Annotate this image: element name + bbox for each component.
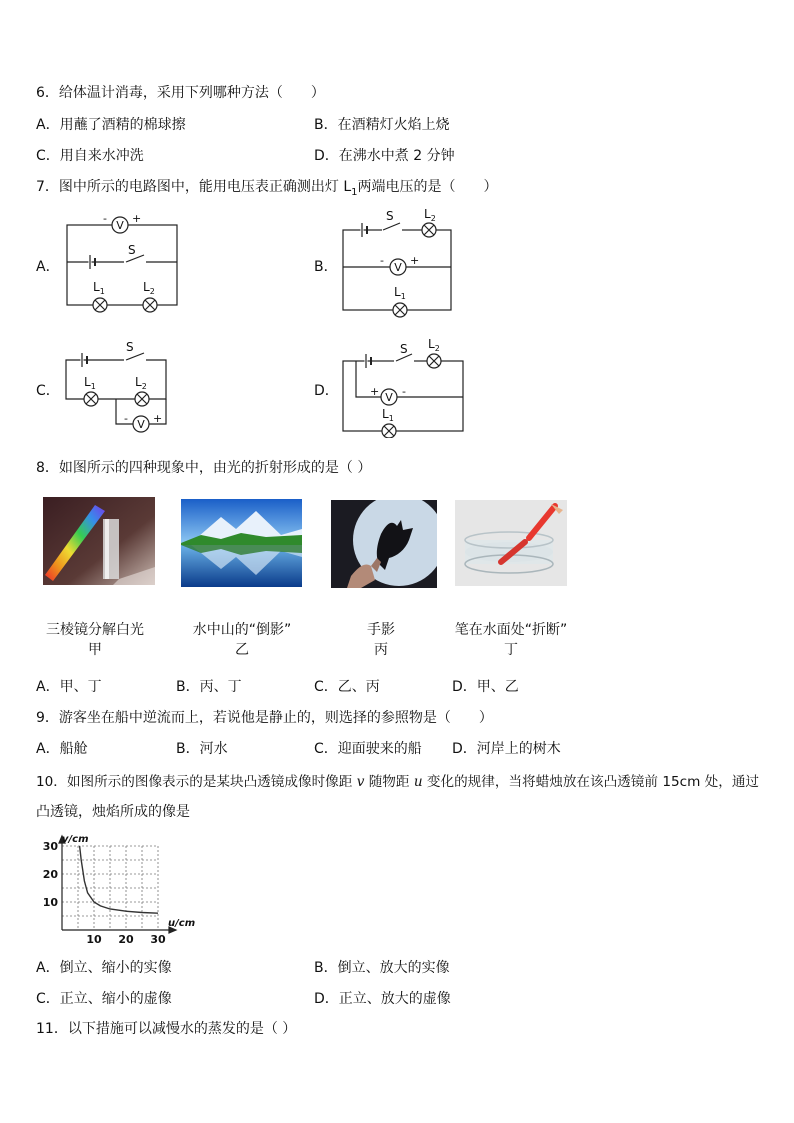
svg-text:L2: $L_2$ — [424, 207, 436, 223]
q8-option-a: A．甲、丁 — [36, 679, 102, 695]
chart-y-tick-label: 20 — [42, 868, 58, 881]
voltmeter-icon: V — [116, 219, 124, 232]
q8-option-c: C．乙、丙 — [314, 679, 380, 695]
svg-text:+: + — [153, 412, 163, 425]
q8-option-b: B．丙、丁 — [176, 679, 242, 695]
caption-reflection: 水中山的“倒影” 乙 — [192, 622, 292, 658]
voltmeter-icon: V — [385, 391, 393, 404]
svg-text:+: + — [370, 385, 380, 398]
q9-stem: 9．游客坐在船中逆流而上，若说他是静止的，则选择的参照物是（ ） — [36, 710, 493, 726]
image-distance-chart — [38, 832, 198, 944]
svg-text:-: - — [103, 212, 107, 225]
svg-text:L1: $L_1$ — [84, 375, 96, 391]
q10-stem-line1: 10．如图所示的图像表示的是某块凸透镜成像时像距 v 随物距 u 变化的规律，当将蜡烛放在该凸透镜前 15cm 处，通过 — [36, 774, 760, 790]
q10-option-d: D．正立、放大的虚像 — [314, 991, 451, 1007]
q6-stem: 6．给体温计消毒，采用下列哪种方法（ ） — [36, 85, 325, 101]
svg-text:S: S — [400, 342, 408, 356]
svg-text:-: - — [380, 254, 384, 267]
q6-option-a: A．用蘸了酒精的棉球擦 — [36, 117, 186, 133]
prism-dispersion-image — [43, 497, 155, 585]
svg-text:L1: $L_1$ — [382, 407, 394, 423]
q6-option-d: D．在沸水中煮 2 分钟 — [314, 148, 455, 164]
caption-hand-shadow: 手影 丙 — [367, 622, 395, 658]
svg-text:-: - — [402, 385, 406, 398]
q10-stem-line2: 凸透镜，烛焰所成的像是 — [36, 804, 190, 820]
chart-x-tick-label: 10 — [86, 933, 102, 944]
svg-text:+: + — [132, 212, 142, 225]
chart-series-line — [80, 846, 158, 913]
q9-option-c: C．迎面驶来的船 — [314, 741, 422, 757]
circuit-diagram-b — [336, 205, 461, 320]
caption-prism: 三棱镜分解白光 甲 — [46, 622, 144, 658]
circuit-diagram-d — [336, 336, 466, 438]
hand-shadow-image — [331, 500, 437, 588]
q7-label-d: D． — [314, 383, 339, 399]
q11-stem: 11．以下措施可以减慢水的蒸发的是（ ） — [36, 1021, 297, 1037]
q6-option-b: B．在酒精灯火焰上烧 — [314, 117, 450, 133]
chart-ylabel: v/cm — [62, 834, 89, 845]
q7-label-a: A． — [36, 259, 60, 275]
circuit-diagram-c — [58, 338, 178, 438]
chart-xlabel: u/cm — [168, 918, 196, 929]
q10-option-c: C．正立、缩小的虚像 — [36, 991, 172, 1007]
circuit-diagram-a — [60, 205, 185, 320]
mountain-reflection-image — [181, 499, 302, 587]
svg-text:S: S — [386, 209, 394, 223]
svg-text:L2: $L_2$ — [143, 280, 155, 296]
q9-option-a: A．船舱 — [36, 741, 88, 757]
q7-label-c: C． — [36, 383, 60, 399]
q8-option-d: D．甲、乙 — [452, 679, 519, 695]
svg-text:S: S — [126, 340, 134, 354]
pencil-in-water-image — [455, 500, 567, 586]
svg-text:S: S — [128, 243, 136, 257]
svg-text:L2: $L_2$ — [135, 375, 147, 391]
voltmeter-icon: V — [394, 261, 402, 274]
chart-x-tick-label: 20 — [118, 933, 134, 944]
q9-option-d: D．河岸上的树木 — [452, 741, 561, 757]
chart-y-tick-label: 30 — [42, 840, 58, 853]
q10-option-b: B．倒立、放大的实像 — [314, 960, 450, 976]
svg-text:-: - — [124, 412, 128, 425]
chart-x-tick-label: 30 — [150, 933, 166, 944]
svg-text:+: + — [410, 254, 420, 267]
q6-option-c: C．用自来水冲洗 — [36, 148, 144, 164]
q7-stem: 7．图中所示的电路图中，能用电压表正确测出灯 $L_1$两端电压的是（ ） — [36, 179, 498, 198]
q10-option-a: A．倒立、缩小的实像 — [36, 960, 172, 976]
voltmeter-icon: V — [137, 418, 145, 431]
caption-pencil: 笔在水面处“折断” 丁 — [454, 622, 568, 658]
q9-option-b: B．河水 — [176, 741, 228, 757]
svg-text:L2: $L_2$ — [428, 337, 440, 353]
q8-stem: 8．如图所示的四种现象中，由光的折射形成的是（ ） — [36, 460, 372, 476]
chart-y-tick-label: 10 — [42, 896, 58, 909]
svg-text:L1: $L_1$ — [394, 285, 406, 301]
q7-label-b: B． — [314, 259, 338, 275]
svg-text:L1: $L_1$ — [93, 280, 105, 296]
